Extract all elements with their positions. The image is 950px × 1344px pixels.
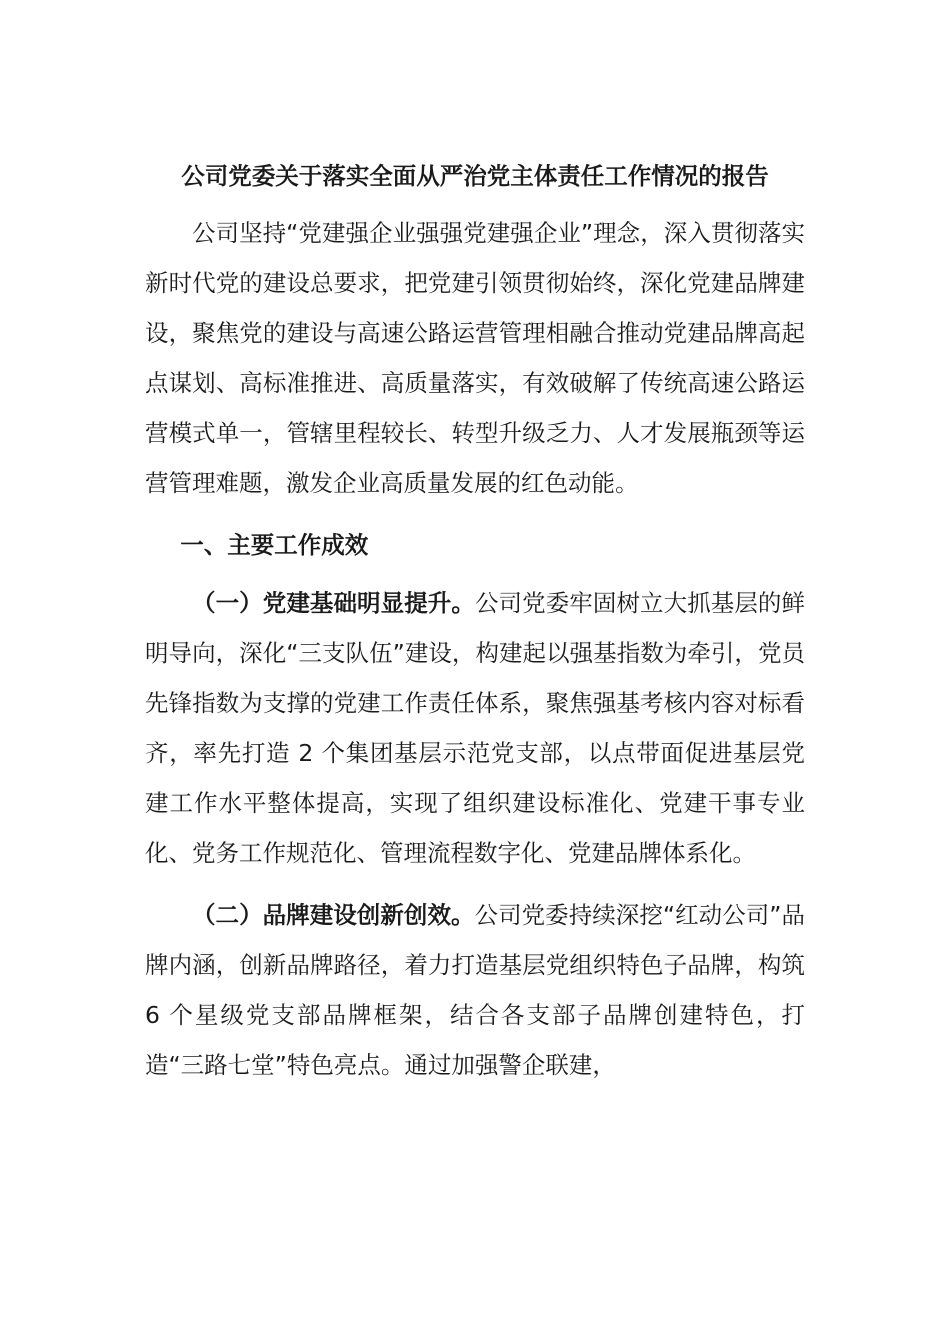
item-paragraph-brand-building: [145, 890, 805, 1090]
item-body-party-foundation: 公司党委牢固树立大抓基层的鲜明导向，深化“三支队伍”建设，构建起以强基指数为牵引，党员先锋指数为支撑的党建工作责任体系，聚焦强基考核内容对标看齐，率先打造 2 个集团基层示范党支部，以点带面促进基层党建工作水平整体提高，实现了组织建设标准化、党建干事专业化、党务工作规范化、管理流程数字化、党建品牌体系化。: [145, 589, 806, 867]
document-body: [145, 158, 805, 1090]
document-title: 公司党委关于落实全面从严治党主体责任工作情况的报告: [181, 162, 769, 190]
section-heading-main-results: 一、主要工作成效: [180, 531, 369, 559]
intro-paragraph: 公司坚持“党建强企业强强党建强企业”理念，深入贯彻落实新时代党的建设总要求，把党建引领贯彻始终，深化党建品牌建设，聚焦党的建设与高速公路运营管理相融合推动党建品牌高起点谋划、高标准推进、高质量落实，有效破解了传统高速公路运营模式单一，管辖里程较长、转型升级乏力、人才发展瓶颈等运营管理难题，激发企业高质量发展的红色动能。: [145, 219, 805, 497]
item-lead-brand-building: （二）品牌建设创新创效。: [192, 901, 475, 929]
item-lead-party-foundation: （一）党建基础明显提升。: [192, 589, 475, 617]
item-paragraph-party-foundation: [145, 578, 805, 878]
item-body-brand-building: 公司党委持续深挖“红动公司”品牌内涵，创新品牌路径，着力打造基层党组织特色子品牌，构筑 6 个星级党支部品牌框架，结合各支部子品牌创建特色，打造“三路七堂”特色亮点。通过加强警企联建，: [145, 901, 805, 1079]
